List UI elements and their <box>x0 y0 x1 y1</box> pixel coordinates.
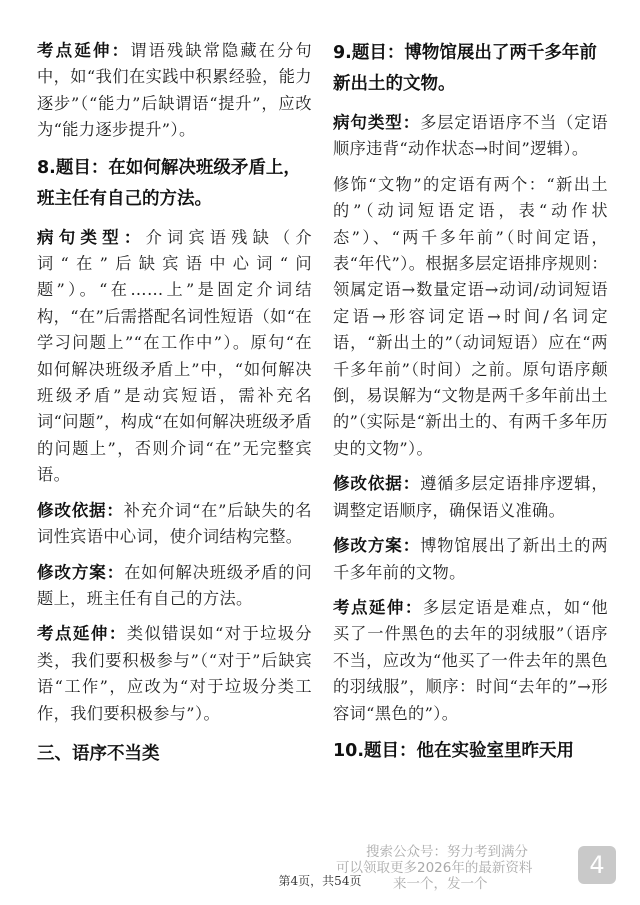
paragraph-extension-1 <box>37 38 312 144</box>
label: 修改方案： <box>333 536 421 556</box>
label: 考点延伸： <box>37 624 127 644</box>
question-9-title: 9.题目：博物馆展出了两千多年前新出土的文物。 <box>333 43 597 94</box>
label: 病句类型： <box>37 227 146 247</box>
body-text: 博物馆展出了新出土的两千多年前的文物。 <box>333 536 609 582</box>
page-number-badge: 4 <box>578 846 616 884</box>
label: 修改依据： <box>333 474 421 494</box>
watermark-line-3: 来一个，发一个 <box>393 876 488 892</box>
body-text: 介词宾语残缺（介词“在”后缺宾语中心词“问题”）。“在……上”是固定介词结构，“在”后需搭配名词性短语（如“在学习问题上”“在工作中”）。原句“在如何解决班级矛盾上”中，“如何解决班级矛盾”是动宾短语，需补充名词“问题”，构成“在如何解决班级矛盾的问题上”，否则介词“在”无完整宾语。 <box>37 227 313 485</box>
right-column <box>333 38 608 777</box>
paragraph-extension-2 <box>37 621 312 727</box>
watermark-line-2: 可以领取更多2026年的最新资料 <box>336 860 533 876</box>
body-text: 谓语残缺常隐藏在分句中，如“我们在实践中积累经验，能力逐步”（“能力”后缺谓语“提升”，应改为“能力逐步提升”）。 <box>37 41 313 140</box>
paragraph-revision-basis <box>333 471 608 524</box>
paragraph-error-type <box>333 110 608 163</box>
question-10-title: 10.题目：他在实验室里昨天用 <box>333 740 575 761</box>
label: 修改依据： <box>37 500 124 520</box>
body-text: 类似错误如“对于垃圾分类，我们要积极参与”（“对于”后缺宾语“工作”，应改为“对于垃圾分类工作，我们要积极参与”）。 <box>37 624 312 723</box>
page-footer: 第4页，共54页 <box>278 874 362 888</box>
body-text: 多层定语是难点，如“他买了一件黑色的去年的羽绒服”（语序不当，应改为“他买了一件去年的黑色的羽绒服”，顺序：时间“去年的”→形容词“黑色的”）。 <box>333 597 608 723</box>
left-column <box>37 38 312 769</box>
label: 修改方案： <box>37 562 125 582</box>
paragraph-extension <box>333 595 608 727</box>
body-text: 遵循多层定语排序逻辑，调整定语顺序，确保语义准确。 <box>333 474 609 520</box>
paragraph-analysis <box>333 172 608 462</box>
paragraph-revision-plan <box>333 533 608 586</box>
body-text: 修饰“文物”的定语有两个：“新出土的”（动词短语定语，表“动作状态”）、“两千多年前”（时间定语，表“年代”）。根据多层定语排序规则：领属定语→数量定语→动词/动词短语定语→形容词定语→时间/名词定语，“新出土的”（动词短语）应在“两千多年前”（时间）之前。原句语序颠倒，易误解为“文物是两千多年前出土的”（实际是“新出土的、有两千多年历史的文物”）。 <box>333 174 608 458</box>
label: 考点延伸： <box>37 41 131 60</box>
body-text: 补充介词“在”后缺失的名词性宾语中心词，使介词结构完整。 <box>37 500 313 547</box>
body-text: 在如何解决班级矛盾的问题上，班主任有自己的方法。 <box>37 562 313 608</box>
question-8-title: 8.题目：在如何解决班级矛盾上，班主任有自己的方法。 <box>37 157 301 209</box>
paragraph-revision-plan <box>37 560 312 613</box>
label: 考点延伸： <box>333 597 423 617</box>
paragraph-revision-basis <box>37 498 312 551</box>
body-text: 多层定语语序不当（定语顺序违背“动作状态→时间”逻辑）。 <box>333 113 609 159</box>
paragraph-error-type <box>37 225 312 489</box>
section-title: 三、语序不当类 <box>37 743 160 764</box>
label: 病句类型： <box>333 113 421 132</box>
watermark-line-1: 搜索公众号：努力考到满分 <box>366 844 528 860</box>
